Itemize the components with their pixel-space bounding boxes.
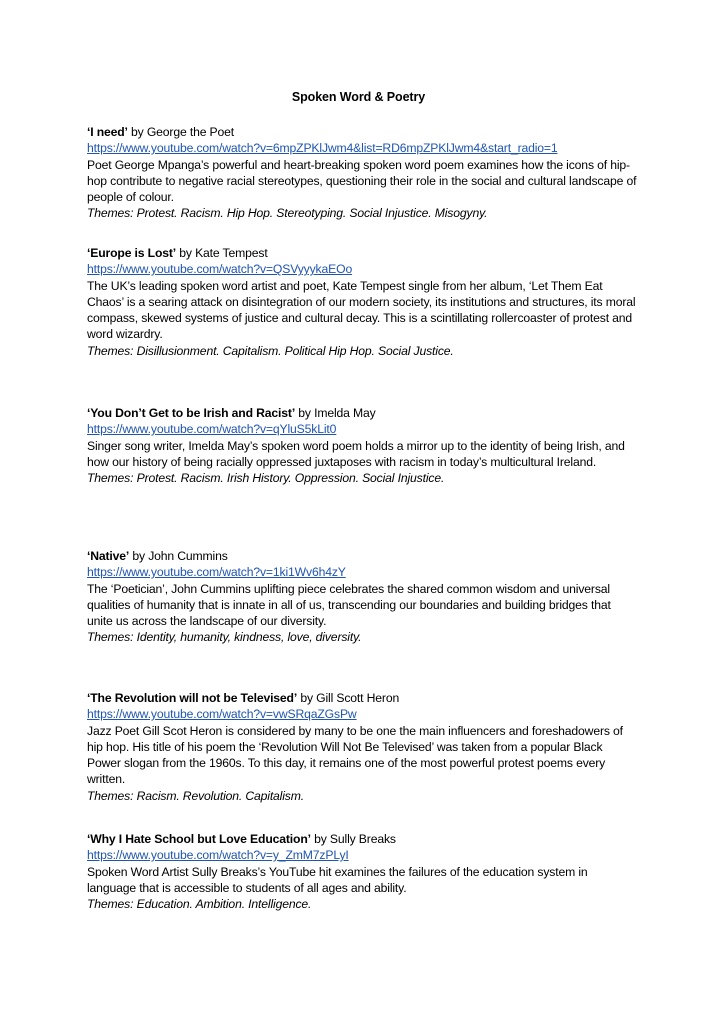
entry-heading <box>87 124 637 140</box>
video-link[interactable]: https://www.youtube.com/watch?v=vwSRqaZGsPw <box>87 707 357 722</box>
video-link[interactable]: https://www.youtube.com/watch?v=y_ZmM7zPLyI <box>87 848 349 863</box>
work-title: ‘Europe is Lost’ <box>87 246 177 260</box>
work-title: ‘Why I Hate School but Love Education’ <box>87 832 311 846</box>
entry-heading <box>87 690 637 706</box>
work-title: ‘I need’ <box>87 125 128 139</box>
work-author: by Kate Tempest <box>176 246 268 260</box>
video-link[interactable]: https://www.youtube.com/watch?v=6mpZPKlJwm4&list=RD6mpZPKlJwm4&start_radio=1 <box>87 141 558 156</box>
video-link[interactable]: https://www.youtube.com/watch?v=1ki1Wv6h4zY <box>87 565 346 580</box>
entry-themes: Themes: Racism. Revolution. Capitalism. <box>87 788 304 803</box>
entry-themes: Themes: Protest. Racism. Hip Hop. Stereotyping. Social Injustice. Misogyny. <box>87 206 488 221</box>
entry-description: The ‘Poetician’, John Cummins uplifting piece celebrates the shared common wisdom and universal qualities of humanity that is innate in all of us, transcending our boundaries and building bridges that unite us across the landscape of our diversity. <box>87 581 611 629</box>
work-author: by Sully Breaks <box>310 832 396 846</box>
work-author: by Gill Scott Heron <box>297 691 400 705</box>
entry-i-need <box>87 124 637 222</box>
entry-themes: Themes: Education. Ambition. Intelligence. <box>87 897 312 912</box>
work-author: by George the Poet <box>127 125 235 139</box>
entry-themes: Themes: Disillusionment. Capitalism. Political Hip Hop. Social Justice. <box>87 343 454 358</box>
entry-heading <box>87 405 637 421</box>
entry-native <box>87 548 637 646</box>
entry-description: Jazz Poet Gill Scot Heron is considered by many to be one the main influencers and foreshadowers of hip hop. His title of his poem the ‘Revolution Will Not Be Televised’ was taken from a popular Black Power slogan from the 1960s. To this day, it remains one of the most powerful protest poems every written. <box>87 723 623 787</box>
entry-revolution <box>87 690 637 804</box>
entry-description: Singer song writer, Imelda May’s spoken word poem holds a mirror up to the identity of being Irish, and how our history of being racially oppressed juxtaposes with racism in today’s multicultural Ireland. <box>87 438 625 469</box>
entry-heading <box>87 548 637 564</box>
entry-heading <box>87 831 637 847</box>
video-link[interactable]: https://www.youtube.com/watch?v=qYluS5kLit0 <box>87 422 337 437</box>
work-title: ‘You Don’t Get to be Irish and Racist’ <box>87 406 296 420</box>
work-title: ‘Native’ <box>87 549 130 563</box>
entry-themes: Themes: Protest. Racism. Irish History. Oppression. Social Injustice. <box>87 471 445 486</box>
entry-heading <box>87 245 637 261</box>
entry-description: Spoken Word Artist Sully Breaks’s YouTube hit examines the failures of the education system in language that is accessible to students of all ages and ability. <box>87 864 588 895</box>
document-title: Spoken Word & Poetry <box>291 90 426 104</box>
work-author: by Imelda May <box>295 406 376 420</box>
entry-themes: Themes: Identity, humanity, kindness, love, diversity. <box>87 630 362 645</box>
entry-irish-and-racist <box>87 405 637 486</box>
video-link[interactable]: https://www.youtube.com/watch?v=QSVyyykaEOo <box>87 262 353 277</box>
entry-europe-is-lost <box>87 245 637 359</box>
work-author: by John Cummins <box>129 549 228 563</box>
work-title: ‘The Revolution will not be Televised’ <box>87 691 298 705</box>
entry-description: The UK’s leading spoken word artist and poet, Kate Tempest single from her album, ‘Let Them Eat Chaos’ is a searing attack on disintegration of our modern society, its institutions and structures, its moral compass, skewed systems of justice and cultural decay. This is a scintillating rollercoaster of protest and word wizardry. <box>87 278 636 342</box>
entry-description: Poet George Mpanga’s powerful and heart-breaking spoken word poem examines how the icons of hip-hop contribute to negative racial stereotypes, questioning their role in the social and cultural landscape of people of colour. <box>87 157 637 205</box>
entry-hate-school <box>87 831 637 912</box>
